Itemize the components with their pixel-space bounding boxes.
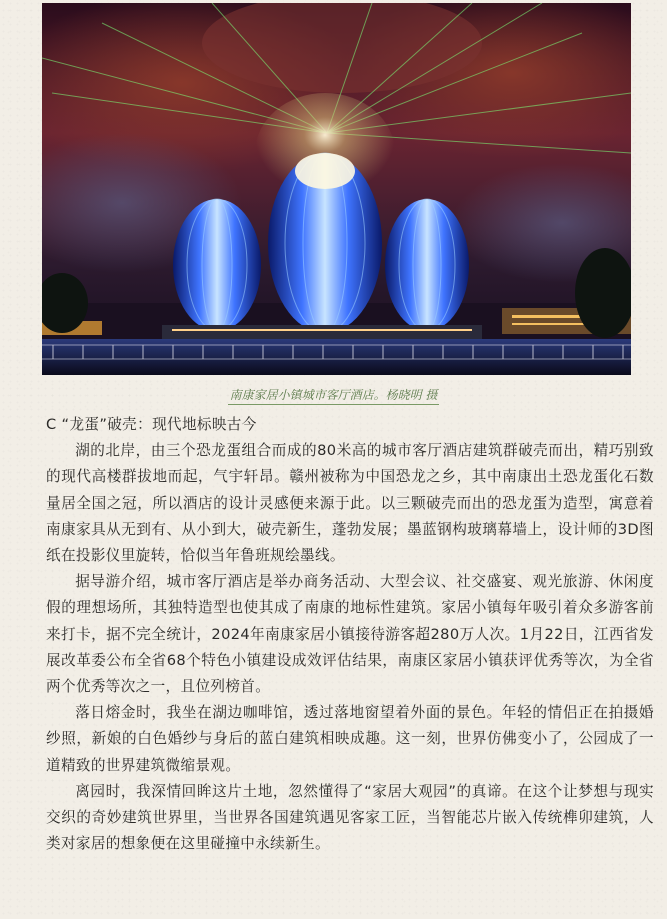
article-body: [46, 412, 654, 857]
paragraph-1: 湖的北岸，由三个恐龙蛋组合而成的80米高的城市客厅酒店建筑群破壳而出，精巧别致的现代高楼群拔地而起，气宇轩昂。赣州被称为中国恐龙之乡，其中南康出土恐龙蛋化石数量居全国之冠，所以酒店的设计灵感便来源于此。以三颗破壳而出的恐龙蛋为造型，寓意着南康家具从无到有、从小到大，破壳新生，蓬勃发展；墨蓝钢构玻璃幕墙上，设计师的3D图纸在投影仪里旋转，恰似当年鲁班规绘墨线。: [46, 442, 654, 565]
hotel-photo: [42, 3, 631, 375]
section-title: C “龙蛋”破壳：现代地标映古今: [46, 416, 257, 433]
paragraph-3: 落日熔金时，我坐在湖边咖啡馆，透过落地窗望着外面的景色。年轻的情侣正在拍摄婚纱照，新娘的白色婚纱与身后的蓝白建筑相映成趣。这一刻，世界仿佛变小了，公园成了一道精致的世界建筑微缩景观。: [46, 704, 654, 774]
paragraph-2: 据导游介绍，城市客厅酒店是举办商务活动、大型会议、社交盛宴、观光旅游、休闲度假的理想场所，其独特造型也使其成了南康的地标性建筑。家居小镇每年吸引着众多游客前来打卡，据不完全统计，2024年南康家居小镇接待游客超280万人次。1月22日，江西省发展改革委公布全省68个特色小镇建设成效评估结果，南康区家居小镇获评优秀等次，为全省两个优秀等次之一，且位列榜首。: [46, 573, 654, 696]
hotel-photo-graphic: [42, 3, 631, 375]
paragraph-4: 离园时，我深情回眸这片土地，忽然懂得了“家居大观园”的真谛。在这个让梦想与现实交织的奇妙建筑世界里，当世界各国建筑遇见客家工匠，当智能芯片嵌入传统榫卯建筑，人类对家居的想象便在这里碰撞中永续新生。: [46, 782, 654, 853]
photo-caption-text: 南康家居小镇城市客厅酒店。杨晓明 摄: [228, 388, 440, 405]
photo-caption: [0, 387, 667, 403]
